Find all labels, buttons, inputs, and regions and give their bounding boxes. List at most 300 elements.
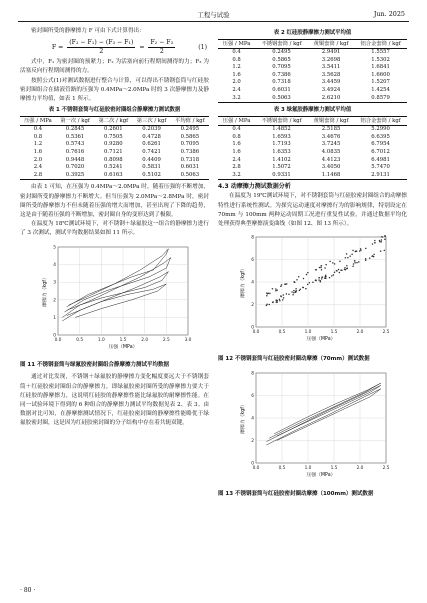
data-point xyxy=(380,241,382,243)
data-point xyxy=(324,268,326,270)
paragraph-dynamic: 在温度为 19℃测试环境下，对不锈钢套筒与红硅胶密封圈组合的动摩擦特性进行系统性测试。为探究运动速度对摩擦行为的影响规律，特别设定在 70mm 与 100mm 两种运动周期工况进行重复性试验，并通过数据平均化处理获得典型摩擦演变曲线（如图 12、图 13 所示）。 xyxy=(218,193,407,228)
data-point xyxy=(303,278,305,280)
data-point xyxy=(344,267,346,269)
y-tick-label: 4 xyxy=(53,262,56,268)
col-header: 铝合金套筒 / kgf xyxy=(354,117,407,126)
col-header: 黄铜套筒 / kgf xyxy=(308,117,354,126)
data-point xyxy=(321,277,323,279)
data-point xyxy=(354,262,356,264)
table-row xyxy=(218,72,407,80)
data-point xyxy=(295,292,297,294)
y-tick-label: 0 xyxy=(53,333,56,339)
table-cell: 0.5063 xyxy=(171,172,209,180)
table-cell: 0.5241 xyxy=(104,164,123,171)
data-point xyxy=(333,274,335,276)
table-3-header xyxy=(218,117,407,126)
table-cell: 0.7386 xyxy=(180,148,200,155)
figure-11 xyxy=(20,241,209,360)
y-tick-label: 0 xyxy=(251,461,254,467)
table-cell: 0.7616 xyxy=(65,148,85,155)
data-point xyxy=(381,236,383,238)
data-point xyxy=(280,286,282,288)
data-point xyxy=(345,257,347,259)
data-point xyxy=(341,270,343,272)
data-point xyxy=(351,254,353,256)
table-cell: 0.5831 xyxy=(142,164,161,171)
x-tick-label: 3.0 xyxy=(184,337,192,343)
issue-date: Jun. 2025 xyxy=(373,10,405,18)
x-tick-label: 0.5 xyxy=(278,466,286,472)
table-cell: 0.4 xyxy=(232,126,241,133)
table-cell: 0.5865 xyxy=(180,133,200,140)
data-point xyxy=(312,282,314,284)
col-header: 第一次 / kgf xyxy=(56,117,94,126)
y-tick-label: 5 xyxy=(53,245,56,251)
figure-12-plot xyxy=(218,231,407,349)
paragraph-explain: 式中，F₁ 为密封圈的预紧力；F₂ 为活塞向前行程期间测得的力；F₃ 为活塞反向行程期间测得的力。 xyxy=(20,59,209,75)
table-row xyxy=(218,149,407,157)
table-cell: 3.4924 xyxy=(321,86,341,93)
journal-title: 工程与试验 xyxy=(197,11,230,19)
col-header: 压强 / MPa xyxy=(218,117,255,126)
table-cell: 0.8 xyxy=(33,133,43,140)
table-cell: 6.4981 xyxy=(371,156,390,163)
table-row xyxy=(218,64,407,72)
data-point xyxy=(269,304,271,306)
data-point xyxy=(286,283,288,285)
x-tick-label: 2.5 xyxy=(382,330,390,336)
table-row xyxy=(20,141,209,149)
data-point xyxy=(283,295,285,297)
data-point xyxy=(325,264,327,266)
table-cell: 2.0 xyxy=(33,156,43,163)
table-cell: 0.8 xyxy=(232,133,241,140)
data-point xyxy=(279,300,281,302)
table-cell: 1.4852 xyxy=(272,126,291,133)
data-point xyxy=(272,302,274,304)
table-row xyxy=(20,157,209,165)
data-point xyxy=(266,295,268,297)
col-header: 不锈钢套筒 / kgf xyxy=(255,117,308,126)
data-point xyxy=(320,267,322,269)
y-tick-label: 4 xyxy=(251,416,254,422)
y-tick-label: 3 xyxy=(53,280,56,286)
data-point xyxy=(280,296,282,298)
data-point xyxy=(321,265,323,267)
table-cell: 3.2 xyxy=(218,95,255,103)
table-cell: 3.5411 xyxy=(321,64,341,71)
table-cell: 2.9131 xyxy=(354,172,407,180)
data-point xyxy=(318,280,320,282)
x-tick-label: 0.0 xyxy=(252,330,260,336)
data-point xyxy=(292,294,294,296)
data-point xyxy=(283,297,285,299)
paragraph-table1-analysis: 由表 1 可知，在压强为 0.4MPa～2.0MPa 时，随着压强的不断增加，密封圈所受的静摩擦力不断增大。但当压强为 2.0MPa～2.8MPa 时，密封圈所受的静摩擦力不但未随着压强的增大而增加，甚至出现了下降的趋势，这是由于随着压强的不断增加，密封圈自身的变形达到了极限。 xyxy=(20,184,209,218)
table-cell: 1.2 xyxy=(33,141,43,148)
equation-number: (1) xyxy=(198,44,207,52)
table-cell: 1.5072 xyxy=(272,164,291,171)
table-1-caption: 表 1 不锈钢套筒与红硅胶密封圈组合静摩擦力测试数据 xyxy=(48,107,181,114)
x-tick-label: 2.5 xyxy=(382,466,390,472)
col-header: 压强 / MPa xyxy=(218,40,255,49)
y-tick-label: 4 xyxy=(251,280,254,286)
table-cell: 1.6 xyxy=(232,148,241,155)
data-point xyxy=(334,263,336,265)
data-point xyxy=(288,294,290,296)
table-cell: 0.8 xyxy=(232,56,241,63)
table-row xyxy=(20,172,209,180)
data-point xyxy=(385,236,387,238)
data-point xyxy=(372,255,374,257)
table-row xyxy=(218,126,407,134)
data-point xyxy=(315,280,317,282)
data-point xyxy=(325,275,327,277)
x-tick-label: 0.5 xyxy=(76,337,84,343)
table-row xyxy=(218,164,407,172)
data-point xyxy=(384,250,386,252)
x-tick-label: 2.0 xyxy=(141,337,149,343)
table-row xyxy=(218,141,407,149)
figure-11-caption: 图 11 不锈钢套筒与绿氟胶密封圈组合静摩擦力测试平均数据 xyxy=(20,361,169,368)
data-point xyxy=(374,240,376,242)
table-cell: 3.4050 xyxy=(321,164,341,171)
data-point xyxy=(334,272,336,274)
table-cell: 2.4 xyxy=(33,164,43,171)
table-cell: 2.8 xyxy=(232,164,241,171)
table-cell: 2.0 xyxy=(232,79,241,86)
data-point xyxy=(365,248,367,250)
data-point xyxy=(306,274,308,276)
y-axis-label: 摩擦力（kgf） xyxy=(241,402,246,434)
data-point xyxy=(346,253,348,255)
table-cell: 0.2495 xyxy=(180,126,200,133)
table-cell: 1.5207 xyxy=(371,79,390,86)
table-cell: 0.7505 xyxy=(104,133,123,140)
y-tick-label: 1 xyxy=(53,315,56,321)
table-cell: 3.4459 xyxy=(321,79,341,86)
data-point xyxy=(384,239,386,241)
table-cell: 0.7095 xyxy=(272,64,291,71)
data-point xyxy=(309,282,311,284)
data-point xyxy=(307,272,309,274)
table-cell: 4.0835 xyxy=(321,148,341,155)
data-point xyxy=(380,251,382,253)
table-row xyxy=(218,57,407,65)
table-cell: 0.5361 xyxy=(65,133,85,140)
table-cell: 0.6261 xyxy=(142,141,161,148)
data-point xyxy=(345,269,347,271)
header-rule xyxy=(18,21,409,22)
data-point xyxy=(354,260,356,262)
data-point xyxy=(276,302,278,304)
data-point xyxy=(298,276,300,278)
y-tick-label: 2 xyxy=(251,439,254,445)
col-header: 铝合金套筒 / kgf xyxy=(354,40,407,49)
x-tick-label: 1.5 xyxy=(330,466,338,472)
data-point xyxy=(347,257,349,259)
y-tick-label: 2 xyxy=(251,303,254,309)
table-cell: 4.4123 xyxy=(321,156,341,163)
y-tick-label: 6 xyxy=(251,258,254,264)
data-point xyxy=(352,250,354,252)
page-header xyxy=(0,0,427,24)
table-cell: 0.4728 xyxy=(142,133,161,140)
table-cell: 0.7318 xyxy=(272,79,291,86)
data-point xyxy=(286,293,288,295)
table-row xyxy=(218,79,407,87)
data-point xyxy=(293,290,295,292)
data-point xyxy=(332,262,334,264)
x-tick-label: 2.0 xyxy=(356,330,364,336)
data-point xyxy=(336,270,338,272)
data-point xyxy=(291,292,293,294)
data-point xyxy=(307,284,309,286)
data-point xyxy=(325,276,327,278)
x-tick-label: 0.0 xyxy=(54,337,62,343)
data-point xyxy=(275,290,277,292)
table-cell: 1.6 xyxy=(33,148,43,155)
data-point xyxy=(293,292,295,294)
data-point xyxy=(349,256,351,258)
data-point xyxy=(272,288,274,290)
data-point xyxy=(316,269,318,271)
x-tick-label: 2.5 xyxy=(162,337,170,343)
x-axis-label: 压强（MPa） xyxy=(306,473,336,479)
table-cell: 3.4676 xyxy=(321,133,341,140)
table-cell: 0.6031 xyxy=(180,164,200,171)
table-3-caption: 表 3 绿氟胶静摩擦力测试平均值 xyxy=(273,107,352,114)
page-number: · 80 · xyxy=(20,587,36,594)
table-cell: 1.6841 xyxy=(371,64,390,71)
table-row xyxy=(218,87,407,95)
x-tick-label: 1.0 xyxy=(97,337,105,343)
table-row xyxy=(20,126,209,134)
table-cell: 0.9448 xyxy=(65,156,85,163)
x-tick-label: 1.0 xyxy=(304,330,312,336)
data-point xyxy=(372,244,374,246)
table-cell: 0.2845 xyxy=(65,126,85,133)
data-point xyxy=(374,242,376,244)
table-cell: 0.5102 xyxy=(132,172,170,180)
eq-lhs: F xyxy=(51,43,57,51)
figure-12 xyxy=(218,231,407,353)
y-axis-label: 摩擦力（kgf） xyxy=(43,274,48,307)
table-1 xyxy=(20,116,209,180)
data-point xyxy=(300,289,302,291)
data-point xyxy=(355,251,357,253)
data-point xyxy=(331,275,333,277)
figure-13-plot xyxy=(218,367,407,485)
table-3 xyxy=(218,116,407,180)
figure-12-caption: 图 12 不锈钢套筒与红硅胶密封圈动摩擦（70mm）测试数据 xyxy=(218,355,370,362)
table-row xyxy=(218,157,407,165)
table-cell: 0.7386 xyxy=(272,71,291,78)
table-row xyxy=(20,149,209,157)
data-point xyxy=(277,300,279,302)
table-2 xyxy=(218,39,407,103)
table-cell: 2.4 xyxy=(232,156,241,163)
data-point xyxy=(360,250,362,252)
data-point xyxy=(268,293,270,295)
data-point xyxy=(293,281,295,283)
data-point xyxy=(321,269,323,271)
table-cell: 0.7121 xyxy=(104,148,123,155)
data-point xyxy=(338,269,340,271)
y-tick-label: 2 xyxy=(53,297,56,303)
table-cell: 0.9280 xyxy=(104,141,123,148)
table-cell: 5.2990 xyxy=(371,126,390,133)
table-row xyxy=(20,164,209,172)
x-tick-label: 0.0 xyxy=(252,466,260,472)
left-column xyxy=(20,27,209,429)
data-point xyxy=(296,279,298,281)
data-point xyxy=(365,260,367,262)
table-cell: 0.6163 xyxy=(94,172,132,180)
table-cell: 0.7318 xyxy=(180,156,200,163)
table-cell: 0.2495 xyxy=(272,48,291,55)
data-point xyxy=(266,293,268,295)
table-cell: 0.7095 xyxy=(180,141,200,148)
table-cell: 1.6 xyxy=(232,71,241,78)
table-cell: 3.2698 xyxy=(321,56,341,63)
table-cell: 1.1468 xyxy=(308,172,354,180)
x-tick-label: 0.5 xyxy=(278,330,286,336)
data-point xyxy=(325,278,327,280)
x-tick-label: 2.0 xyxy=(356,466,364,472)
table-cell: 0.6031 xyxy=(272,86,291,93)
table-cell: 1.5557 xyxy=(371,48,390,55)
table-cell: 0.4 xyxy=(33,126,43,133)
data-point xyxy=(356,262,358,264)
data-point xyxy=(318,277,320,279)
data-point xyxy=(347,268,349,270)
y-tick-label: 6 xyxy=(251,394,254,400)
table-cell: 1.6353 xyxy=(272,148,291,155)
data-point xyxy=(282,299,284,301)
y-tick-label: 8 xyxy=(251,235,254,241)
table-2-caption: 表 2 红硅胶静摩擦力测试平均值 xyxy=(273,30,352,36)
data-point xyxy=(319,267,321,269)
data-point xyxy=(358,261,360,263)
col-header: 第二次 / kgf xyxy=(94,117,132,126)
table-cell: 3.2 xyxy=(218,172,255,180)
table-cell: 2.6210 xyxy=(308,95,354,103)
data-point xyxy=(346,265,348,267)
table-cell: 0.3925 xyxy=(56,172,94,180)
data-point xyxy=(356,251,358,253)
data-point xyxy=(329,261,331,263)
table-row xyxy=(218,134,407,142)
data-point xyxy=(369,258,371,260)
right-column xyxy=(218,27,407,503)
section-heading: 4.3 动摩擦力测试数据分析 xyxy=(218,183,291,191)
data-point xyxy=(269,293,271,295)
y-tick-label: 0 xyxy=(251,325,254,331)
x-axis-label: 压强（MPa） xyxy=(108,344,138,350)
table-cell: 6.6395 xyxy=(371,133,390,140)
table-cell: 0.7421 xyxy=(142,148,161,155)
table-2-header xyxy=(218,40,407,49)
data-point xyxy=(281,284,283,286)
data-point xyxy=(353,264,355,266)
table-cell: 0.9331 xyxy=(255,172,308,180)
table-cell: 2.9491 xyxy=(321,48,341,55)
equation-1: F = $\frac{\text{(F₂ − F₁) − (F₃ − F₁)}}{2}$ = $\frac{\text{F₂ − F₃}}{2}$ (1) xyxy=(51,39,207,55)
data-point xyxy=(373,254,375,256)
table-cell: 0.8579 xyxy=(354,95,407,103)
table-cell: 0.7020 xyxy=(65,164,85,171)
table-cell: 6.7954 xyxy=(371,141,390,148)
data-point xyxy=(359,251,361,253)
col-header: 第三次 / kgf xyxy=(132,117,170,126)
table-cell: 0.8098 xyxy=(104,156,123,163)
data-point xyxy=(279,299,281,301)
col-header: 平均值 / kgf xyxy=(171,117,209,126)
table-cell: 1.6600 xyxy=(371,71,390,78)
table-cell: 3.7245 xyxy=(321,141,341,148)
table-row xyxy=(218,48,407,56)
table-cell: 0.2039 xyxy=(142,126,161,133)
data-point xyxy=(352,266,354,268)
data-point xyxy=(305,288,307,290)
paragraph-intro: 密封圈所受的静摩擦力 F 可由下式计算得出： xyxy=(31,28,145,34)
table-cell: 1.6 xyxy=(232,141,241,148)
table-cell: 1.6593 xyxy=(272,133,291,140)
figure-13-caption: 图 13 不锈钢套筒与红硅胶密封圈动摩擦（100mm）测试数据 xyxy=(218,491,374,498)
table-cell: 1.7193 xyxy=(272,141,291,148)
table-cell: 1.2 xyxy=(232,64,241,71)
table-cell: 2.8 xyxy=(20,172,56,180)
data-point xyxy=(339,261,341,263)
x-tick-label: 1.5 xyxy=(330,330,338,336)
x-axis-label: 压强（MPa） xyxy=(306,337,336,343)
eq-fraction-1: $\frac{\text{(F₂ − F₁) − (F₃ − F₁)}}{2}$ xyxy=(69,39,134,55)
data-point xyxy=(321,278,323,280)
data-point xyxy=(303,287,305,289)
figure-13 xyxy=(218,367,407,489)
y-tick-label: 8 xyxy=(251,371,254,377)
data-point xyxy=(275,289,277,291)
table-row xyxy=(218,172,407,180)
data-point xyxy=(379,241,381,243)
data-point xyxy=(266,305,268,307)
table-cell: 1.5302 xyxy=(371,56,390,63)
data-point xyxy=(276,290,278,292)
data-point xyxy=(339,272,341,274)
table-1-header xyxy=(20,117,209,126)
table-cell: 0.4 xyxy=(232,48,241,55)
table-row xyxy=(20,134,209,142)
table-cell: 6.7012 xyxy=(371,148,390,155)
figure-11-plot xyxy=(20,241,209,356)
col-header: 黄铜套筒 / kgf xyxy=(308,40,354,49)
table-cell: 0.5865 xyxy=(272,56,291,63)
table-cell: 2.4 xyxy=(232,86,241,93)
paragraph-conclusion: 通过对比发现，不锈钢＋绿氟胶的静摩擦力变化幅度要远大于不锈钢套筒＋红硅胶密封圈组合的静摩擦力，即绿氟胶密封圈所受的静摩擦力要大于红硅胶的静摩擦力，这说明红硅胶的静摩擦性能比绿氟胶的耐摩擦性能。在同一试验环境下得到的 6 种组合的静摩擦力测试平均数据见表 2、表 3。由数据对比可知，在静摩擦测试情况下，红硅胶密封圈的静摩擦性能略优于绿氟胶密封圈，这是因为红硅胶密封圈的分子结构中存在着共轭双键。 xyxy=(20,374,209,427)
table-cell: 0.5743 xyxy=(65,141,85,148)
eq-fraction-2: $\frac{\text{F₂ − F₃}}{2}$ xyxy=(150,39,174,55)
data-point xyxy=(365,258,367,260)
paragraph-fig11-intro: 在温度为 18℃测试环境下，对不锈钢＋绿氟胶这一组合的静摩擦力进行了 3 次测试，测试平均数据结果如图 11 所示。 xyxy=(20,221,209,237)
table-cell: 0.5063 xyxy=(255,95,308,103)
data-point xyxy=(295,288,297,290)
col-header: 压强 / MPa xyxy=(20,117,56,126)
table-cell: 0.4409 xyxy=(142,156,161,163)
data-point xyxy=(329,277,331,279)
table-cell: 5.7470 xyxy=(371,164,390,171)
table-cell: 1.4254 xyxy=(371,86,390,93)
table-cell: 1.4102 xyxy=(272,156,291,163)
